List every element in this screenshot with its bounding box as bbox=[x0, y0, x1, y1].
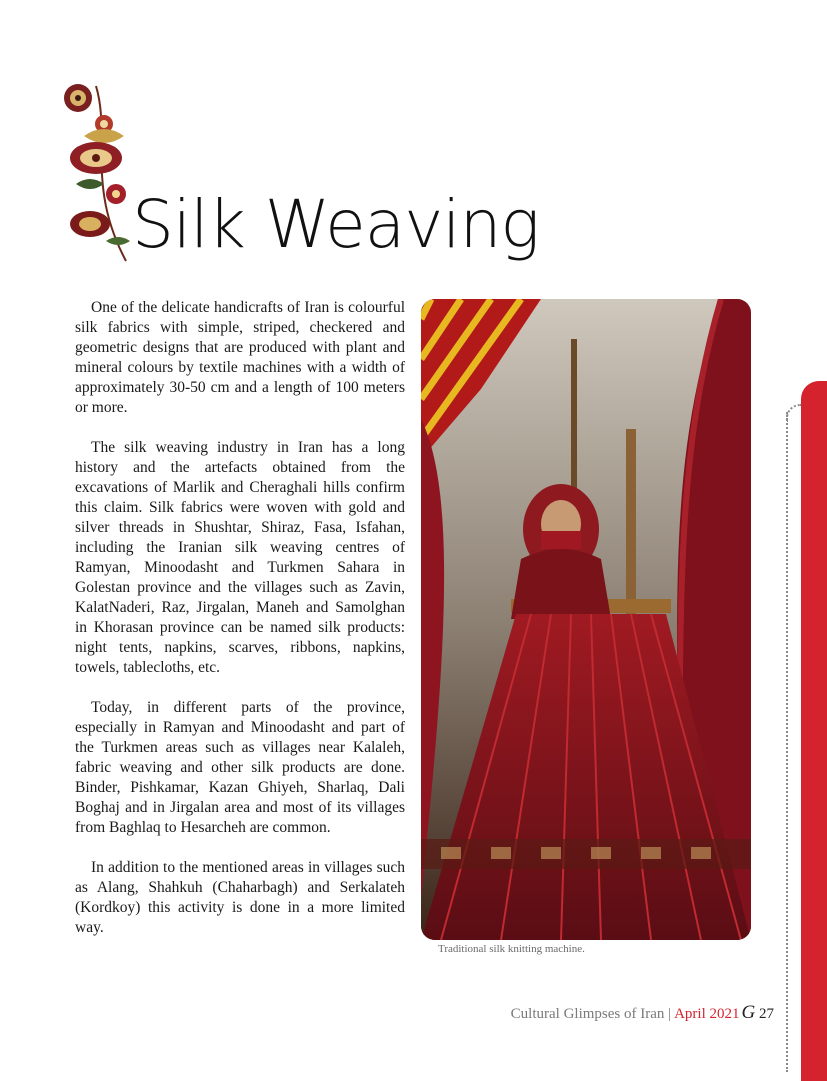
magazine-logo: G bbox=[741, 1002, 756, 1023]
issue-date: April 2021 bbox=[674, 1006, 740, 1022]
article-body bbox=[75, 298, 405, 958]
paragraph: Today, in different parts of the province, especially in Ramyan and Minoodasht and part of the Turkmen areas such as villages near Kalaleh, fabric weaving and other silk products are done. Binder, Pishkamar, Kazan Ghiyeh, Sharlaq, Dali Boghaj and in Jirgalan area and most of its villages from Baghlaq to Hesarcheh are common. bbox=[75, 699, 405, 836]
magazine-name: Cultural Glimpses of Iran bbox=[510, 1006, 665, 1022]
paragraph: One of the delicate handicrafts of Iran is colourful silk fabrics with simple, striped, checkered and geometric designs that are produced with plant and mineral colours by textile machines with a width of approximately 30-50 cm and a length of 100 meters or more. bbox=[75, 299, 405, 416]
page-number: 27 bbox=[759, 1006, 774, 1022]
paragraph: The silk weaving industry in Iran has a long history and the artefacts obtained from the excavations of Marlik and Cheraghali hills confirm this claim. Silk fabrics were woven with gold and silver threads in Shushtar, Shiraz, Fasa, Isfahan, including the Iranian silk weaving centres of Ramyan, Minoodasht and Turkmen Sahara in Golestan province and the villages such as Zavin, KalatNaderi, Raz, Jirgalan, Maneh and Samolghan in Khorasan province can be named silk products: night tents, napkins, scarves, ribbons, napkins, towels, tablecloths, etc. bbox=[75, 439, 405, 676]
red-side-bar bbox=[801, 381, 827, 1081]
photo-caption: Traditional silk knitting machine. bbox=[438, 943, 585, 955]
article-title: Silk Weaving bbox=[132, 186, 540, 263]
footer-separator: | bbox=[668, 1006, 672, 1022]
page-footer bbox=[511, 1002, 774, 1024]
silk-loom-photo bbox=[421, 299, 751, 940]
paragraph: In addition to the mentioned areas in villages such as Alang, Shahkuh (Chaharbagh) and Serkalateh (Kordkoy) this activity is done in a more limited way. bbox=[75, 859, 405, 936]
dotted-border bbox=[786, 412, 789, 1072]
